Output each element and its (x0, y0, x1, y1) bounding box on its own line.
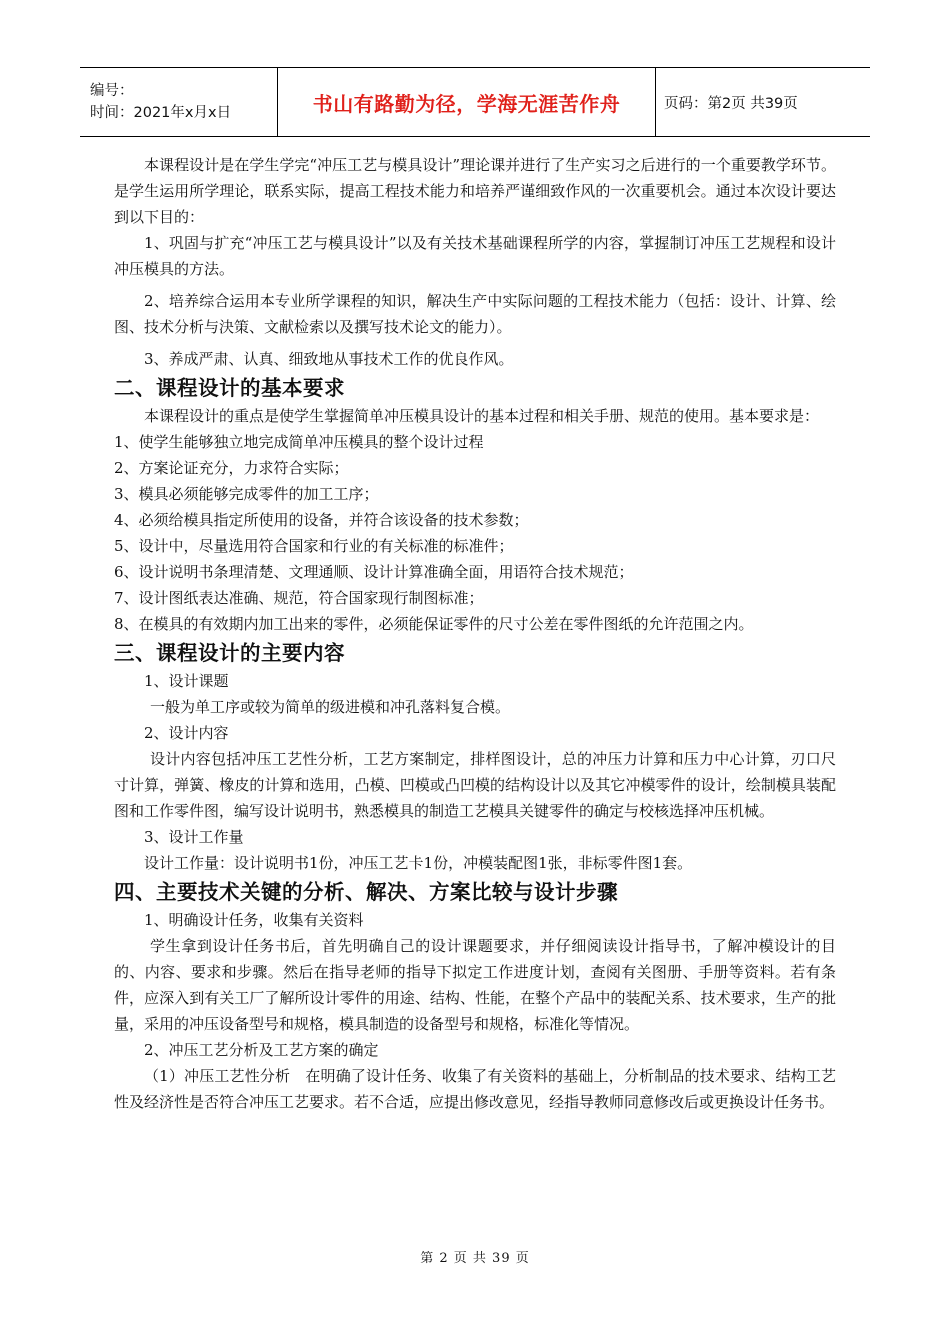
document-body (114, 152, 836, 1115)
requirement-item: 5、设计中，尽量选用符合国家和行业的有关标准的标准件； (114, 537, 514, 555)
header-motto: 书山有路勤为径，学海无涯苦作舟 (312, 91, 621, 116)
intro-paragraph: 本课程设计是在学生学完“冲压工艺与模具设计”理论课并进行了生产实习之后进行的一个重要教学环节。是学生运用所学理论，联系实际，提高工程技术能力和培养严谨细致作风的一次重要机会。通过本次设计要达到以下目的： (114, 156, 836, 226)
section-4-heading: 四、主要技术关键的分析、解决、方案比较与设计步骤 (114, 880, 618, 904)
requirement-item: 8、在模具的有效期内加工出来的零件，必须能保证零件的尺寸公差在零件图纸的允许范围之内。 (114, 615, 754, 633)
section-2-heading: 二、课程设计的基本要求 (114, 376, 345, 400)
header-left-cell (80, 68, 278, 136)
header-page-info: 页码：第2页 共39页 (664, 95, 798, 112)
requirement-item: 3、模具必须能够完成零件的加工工序； (114, 485, 379, 503)
document-date: 时间：2021年x月x日 (90, 105, 232, 121)
design-topic-title: 1、设计课题 (144, 672, 229, 690)
step-1-text: 学生拿到设计任务书后，首先明确自己的设计课题要求，并仔细阅读设计指导书，了解冲模设计的目的、内容、要求和步骤。然后在指导老师的指导下拟定工作进度计划，查阅有关图册、手册等资料。若有条件，应深入到有关工厂了解所设计零件的用途、结构、性能，在整个产品中的装配关系、技术要求，生产的批量，采用的冲压设备型号和规格，模具制造的设备型号和规格，标准化等情况。 (114, 937, 836, 1033)
requirement-item: 2、方案论证充分，力求符合实际； (114, 459, 349, 477)
design-topic-text: 一般为单工序或较为简单的级进模和冲孔落料复合模。 (150, 698, 511, 716)
section-2-intro: 本课程设计的重点是使学生掌握简单冲压模具设计的基本过程和相关手册、规范的使用。基本要求是： (144, 407, 820, 425)
section-3-heading: 三、课程设计的主要内容 (114, 641, 345, 665)
workload-title: 3、设计工作量 (144, 828, 244, 846)
requirement-item: 7、设计图纸表达准确、规范，符合国家现行制图标准； (114, 589, 484, 607)
design-content-title: 2、设计内容 (144, 724, 229, 742)
design-content-text: 设计内容包括冲压工艺性分析，工艺方案制定，排样图设计，总的冲压力计算和压力中心计算，刃口尺寸计算，弹簧、橡皮的计算和选用，凸模、凹模或凸凹模的结构设计以及其它冲模零件的设计，绘制模具装配图和工作零件图，编写设计说明书，熟悉模具的制造工艺模具关键零件的确定与校核选择冲压机械。 (114, 750, 836, 820)
requirement-item: 4、必须给模具指定所使用的设备，并符合该设备的技术参数； (114, 511, 529, 529)
step-1-title: 1、明确设计任务，收集有关资料 (144, 911, 364, 929)
goal-3: 3、养成严肃、认真、细致地从事技术工作的优良作风。 (144, 350, 514, 368)
step-2-title: 2、冲压工艺分析及工艺方案的确定 (144, 1041, 379, 1059)
page-header (80, 67, 870, 137)
goal-2: 2、培养综合运用本专业所学课程的知识，解决生产中实际问题的工程技术能力（包括：设计、计算、绘图、技术分析与決策、文献检索以及撰写技术论文的能力）。 (114, 292, 836, 336)
header-motto-cell (278, 68, 656, 136)
step-2-text: （1）冲压工艺性分析 在明确了设计任务、收集了有关资料的基础上，分析制品的技术要求、结构工艺性及经济性是否符合冲压工艺要求。若不合适，应提出修改意见，经指导教师同意修改后或更换设计任务书。 (114, 1067, 836, 1111)
requirement-item: 6、设计说明书条理清楚、文理通顺、设计计算准确全面，用语符合技术规范； (114, 563, 634, 581)
requirement-item: 1、使学生能够独立地完成简单冲压模具的整个设计过程 (114, 433, 484, 451)
document-number-label: 编号： (90, 83, 134, 99)
goal-1: 1、巩固与扩充“冲压工艺与模具设计”以及有关技术基础课程所学的内容，掌握制订冲压工艺规程和设计冲压模具的方法。 (114, 234, 836, 278)
workload-text: 设计工作量：设计说明书1份，冲压工艺卡1份，冲模装配图1张，非标零件图1套。 (144, 854, 693, 872)
page-footer: 第 2 页 共 39 页 (420, 1251, 530, 1266)
header-page-cell (656, 68, 870, 136)
